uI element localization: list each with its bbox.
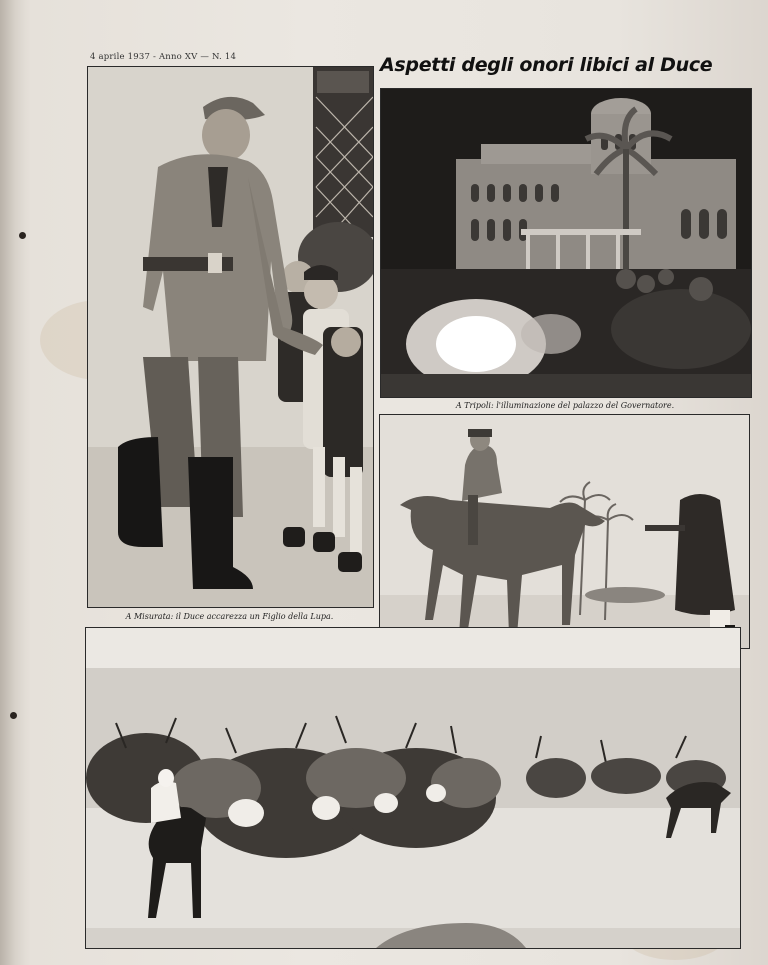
page-headline: Aspetti degli onori libici al Duce bbox=[380, 54, 713, 76]
caption-misurata: A Misurata: il Duce accarezza un Figlio della Lupa. bbox=[125, 612, 334, 621]
caption-tripoli: A Tripoli: l'illuminazione del palazzo del Governatore. bbox=[455, 401, 675, 410]
issue-dateline: 4 aprile 1937 - Anno XV — N. 14 bbox=[90, 52, 237, 62]
binding-hole bbox=[10, 712, 17, 719]
photo-bir-tirrina bbox=[379, 414, 750, 649]
photo-fantasia-cavalry bbox=[85, 627, 741, 949]
page-spine bbox=[0, 0, 26, 965]
binding-hole bbox=[19, 232, 26, 239]
photo-tripoli-palace bbox=[380, 88, 752, 398]
photo-misurata bbox=[87, 66, 374, 608]
